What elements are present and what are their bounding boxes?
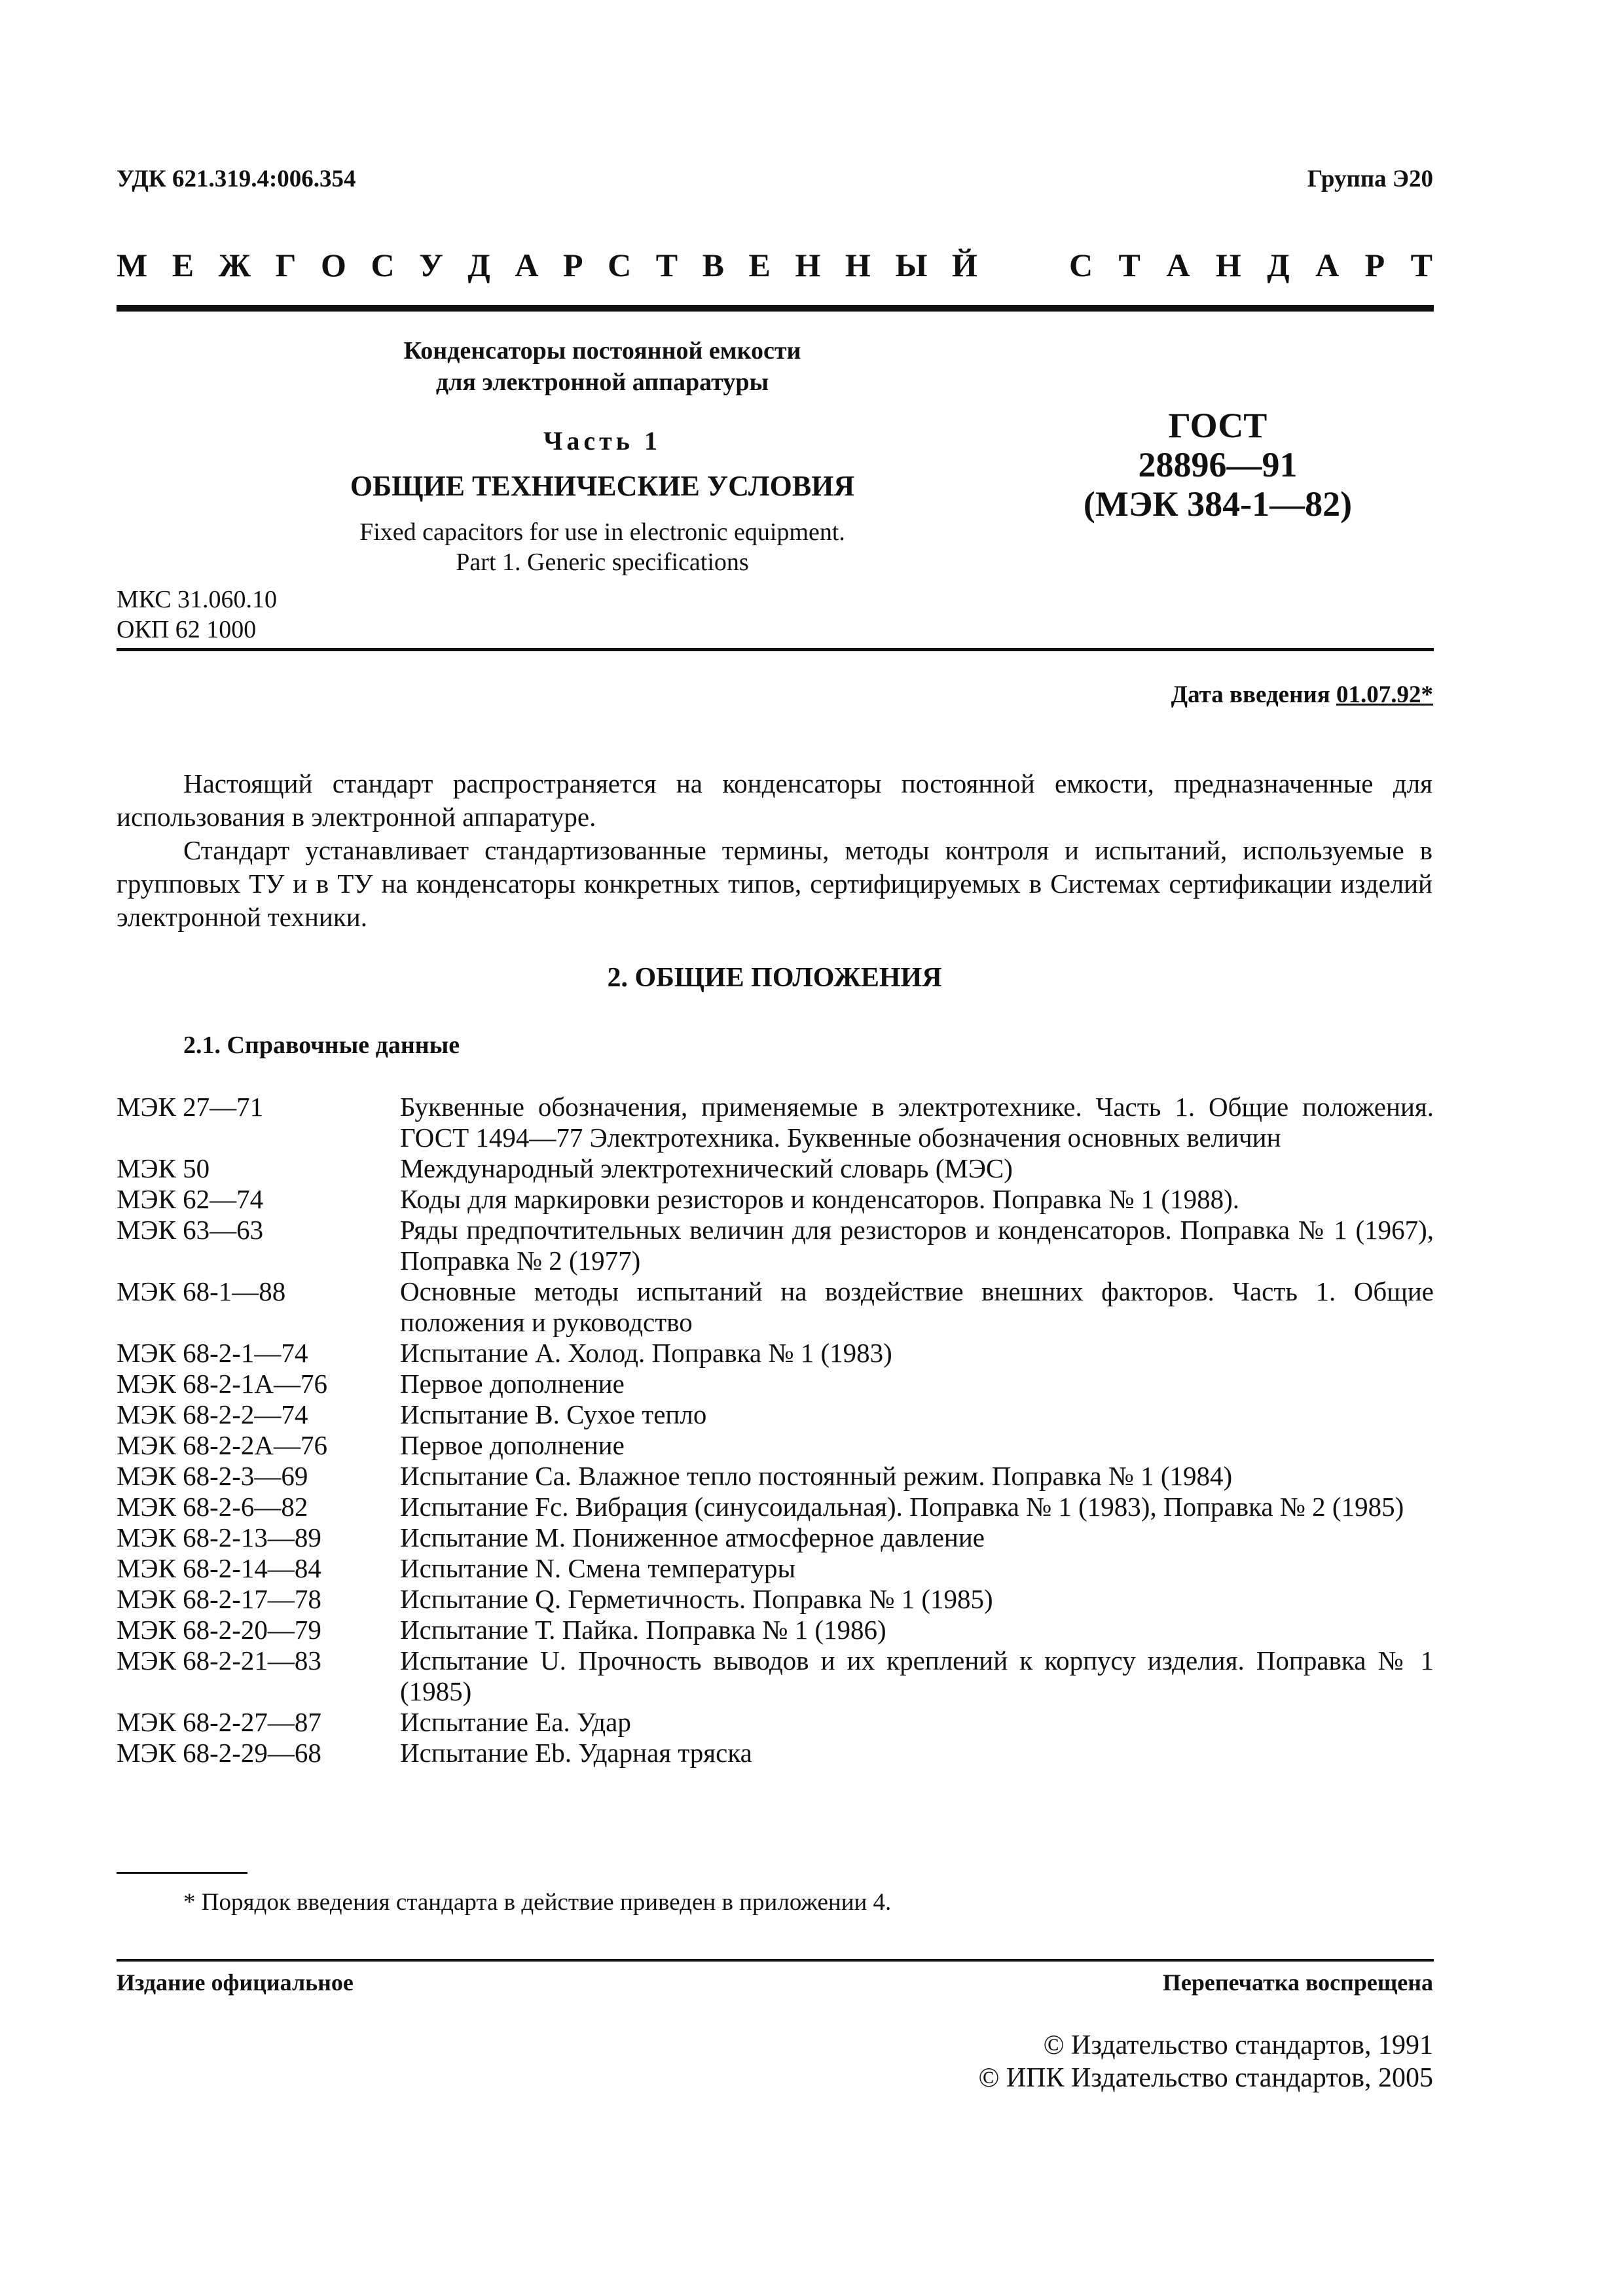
main-title: ОБЩИЕ ТЕХНИЧЕСКИЕ УСЛОВИЯ xyxy=(350,470,855,502)
iec-number: (МЭК 384-1—82) xyxy=(1083,484,1353,524)
reference-row xyxy=(117,1430,1434,1461)
banner-word-standard: С Т А Н Д А Р Т xyxy=(1069,247,1432,283)
reference-row xyxy=(117,1553,1434,1584)
reference-description: Международный электротехнический словарь (МЭС) xyxy=(400,1153,1013,1183)
reference-row xyxy=(117,1369,1434,1399)
reference-code: МЭК 68-2-13—89 xyxy=(117,1522,321,1552)
reference-row xyxy=(117,1461,1434,1492)
reference-description: Основные методы испытаний на воздействие внешних факторов. Часть 1. Общие положения и руководство xyxy=(400,1276,1434,1337)
english-title-line-2: Part 1. Generic specifications xyxy=(456,548,749,576)
reference-description: Испытание Т. Пайка. Поправка № 1 (1986) xyxy=(400,1615,886,1645)
reference-description: Первое дополнение xyxy=(400,1430,625,1460)
introduction-date xyxy=(1171,681,1433,709)
reference-row xyxy=(117,1584,1434,1615)
reference-row xyxy=(117,1215,1434,1276)
intro-paragraph-1 xyxy=(117,767,1432,834)
intro-paragraph-1-text: Настоящий стандарт распространяется на конденсаторы постоянной емкости, предназначенные для использования в электронной аппаратуре. xyxy=(117,768,1432,832)
intro-paragraph-2 xyxy=(117,834,1432,934)
reference-code: МЭК 68-2-14—84 xyxy=(117,1553,321,1583)
gost-designation xyxy=(1074,406,1362,524)
gost-number: 28896—91 xyxy=(1138,445,1298,484)
banner-word-interstate: М Е Ж Г О С У Д А Р С Т В Е Н Н Ы Й xyxy=(117,247,977,283)
copyright-2005: © ИПК Издательство стандартов, 2005 xyxy=(978,2063,1433,2093)
reference-description: Испытание Fc. Вибрация (синусоидальная). Поправка № 1 (1983), Поправка № 2 (1985) xyxy=(400,1492,1404,1522)
group-code: Группа Э20 xyxy=(1307,166,1433,192)
english-title-line-1: Fixed capacitors for use in electronic equipment. xyxy=(359,518,845,546)
reference-row xyxy=(117,1645,1434,1707)
date-value: 01.07.92* xyxy=(1336,681,1433,708)
footer-rule xyxy=(117,1959,1434,1962)
reference-code: МЭК 68-2-6—82 xyxy=(117,1492,308,1522)
reference-row xyxy=(117,1399,1434,1430)
reference-code: МЭК 68-2-1—74 xyxy=(117,1338,308,1368)
reference-code: МЭК 63—63 xyxy=(117,1215,264,1245)
reference-row xyxy=(117,1707,1434,1738)
gost-label: ГОСТ xyxy=(1168,406,1267,445)
reference-row xyxy=(117,1092,1434,1153)
official-edition: Издание официальное xyxy=(117,1969,354,1996)
title-rule xyxy=(117,648,1434,651)
reference-description: Испытание А. Холод. Поправка № 1 (1983) xyxy=(400,1338,892,1368)
copyright-1991: © Издательство стандартов, 1991 xyxy=(1043,2030,1433,2060)
reference-code: МЭК 68-2-17—78 xyxy=(117,1584,321,1614)
reference-description: Первое дополнение xyxy=(400,1369,625,1399)
reference-row xyxy=(117,1738,1434,1768)
reference-description: Испытание Еа. Удар xyxy=(400,1707,631,1737)
reference-row xyxy=(117,1184,1434,1215)
intro-paragraph-2-text: Стандарт устанавливает стандартизованные термины, методы контроля и испытаний, используемые в групповых ТУ и в ТУ на конденсаторы конкретных типов, сертифицируемых в Системах сертификации изделий электронной техники. xyxy=(117,835,1432,932)
okp-code: ОКП 62 1000 xyxy=(117,616,257,643)
reference-description: Испытание U. Прочность выводов и их креплений к корпусу изделия. Поправка № 1 (1985) xyxy=(400,1645,1434,1706)
subsection-heading: 2.1. Справочные данные xyxy=(183,1031,460,1059)
reference-description: Испытание Eb. Ударная тряска xyxy=(400,1738,752,1768)
reference-row xyxy=(117,1615,1434,1645)
mks-code: МКС 31.060.10 xyxy=(117,586,278,613)
reference-description: Испытание Са. Влажное тепло постоянный режим. Поправка № 1 (1984) xyxy=(400,1461,1233,1491)
reference-code: МЭК 68-2-21—83 xyxy=(117,1645,321,1676)
reference-code: МЭК 68-2-29—68 xyxy=(117,1738,321,1768)
reference-description: Испытание В. Сухое тепло xyxy=(400,1399,707,1429)
classification-codes xyxy=(117,584,277,645)
reference-code: МЭК 68-1—88 xyxy=(117,1276,286,1306)
reference-row xyxy=(117,1276,1434,1338)
reference-code: МЭК 62—74 xyxy=(117,1184,264,1214)
reference-row xyxy=(117,1522,1434,1553)
part-label: Часть 1 xyxy=(543,426,661,456)
reprint-prohibited: Перепечатка воспрещена xyxy=(1162,1969,1433,1996)
reference-description: Коды для маркировки резисторов и конденсаторов. Поправка № 1 (1988). xyxy=(400,1184,1239,1214)
section-heading: 2. ОБЩИЕ ПОЛОЖЕНИЯ xyxy=(607,963,942,993)
title-block xyxy=(327,335,877,577)
reference-code: МЭК 50 xyxy=(117,1153,210,1183)
date-label: Дата введения xyxy=(1171,681,1330,708)
reference-row xyxy=(117,1338,1434,1369)
reference-code: МЭК 68-2-1А—76 xyxy=(117,1369,328,1399)
reference-code: МЭК 68-2-2А—76 xyxy=(117,1430,328,1460)
standard-banner xyxy=(117,245,1432,285)
reference-description: Ряды предпочтительных величин для резисторов и конденсаторов. Поправка № 1 (1967), Поправка № 2 (1977) xyxy=(400,1215,1434,1276)
footnote-rule xyxy=(117,1872,247,1874)
reference-code: МЭК 68-2-2—74 xyxy=(117,1399,308,1429)
reference-description: Испытание Q. Герметичность. Поправка № 1 (1985) xyxy=(400,1584,993,1614)
reference-row xyxy=(117,1492,1434,1522)
reference-row xyxy=(117,1153,1434,1184)
reference-code: МЭК 68-2-27—87 xyxy=(117,1707,321,1737)
copyright-block xyxy=(978,2029,1433,2094)
header-rule xyxy=(117,305,1434,312)
reference-code: МЭК 68-2-20—79 xyxy=(117,1615,321,1645)
reference-description: Буквенные обозначения, применяемые в электротехнике. Часть 1. Общие положения. ГОСТ 1494—77 Электротехника. Буквенные обозначения основных величин xyxy=(400,1092,1434,1153)
reference-description: Испытание М. Пониженное атмосферное давление xyxy=(400,1522,985,1552)
reference-code: МЭК 27—71 xyxy=(117,1092,264,1122)
footnote: * Порядок введения стандарта в действие приведен в приложении 4. xyxy=(183,1889,892,1916)
reference-list xyxy=(117,1092,1434,1768)
title-line-2: для электронной аппаратуры xyxy=(435,368,769,396)
reference-code: МЭК 68-2-3—69 xyxy=(117,1461,308,1491)
udk-code: УДК 621.319.4:006.354 xyxy=(117,166,356,192)
reference-description: Испытание N. Смена температуры xyxy=(400,1553,795,1583)
title-line-1: Конденсаторы постоянной емкости xyxy=(403,337,801,365)
